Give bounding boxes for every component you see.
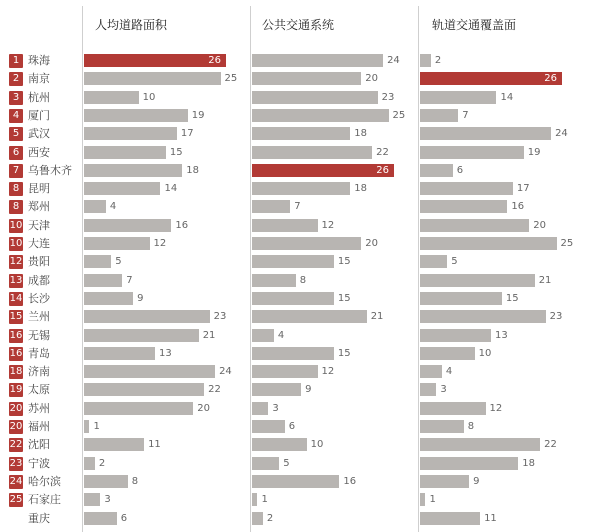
rank-badge: 10 [9,219,23,231]
city-label: 重庆 [28,511,50,525]
value-label: 19 [527,146,541,158]
bar-road-area [84,475,128,488]
rank-badge: 5 [9,127,23,141]
value-label: 8 [299,274,307,286]
city-label: 无锡 [28,328,50,342]
value-label: 24 [555,128,568,140]
bar-road-area [84,292,133,305]
value-label: 20 [365,238,378,249]
bar-rail-coverage [420,292,502,305]
bar-rail-coverage [420,164,453,177]
value-label: 25 [224,73,238,85]
value-label: 13 [495,329,508,341]
rank-badge: 8 [9,200,23,214]
bar-road-area [84,438,144,451]
value-label: 3 [272,402,279,414]
value-label: 21 [202,329,216,341]
value-label: 18 [354,183,368,195]
bar-public-transit [252,475,339,488]
value-label: 18 [354,128,368,140]
rank-badge: 22 [9,439,23,451]
value-label: 12 [321,219,335,231]
value-label: 10 [310,439,324,451]
value-label: 18 [186,164,200,176]
value-label: 10 [142,91,156,103]
value-label: 15 [505,292,519,304]
bar-rail-coverage [420,475,469,488]
bar-public-transit [252,255,334,268]
bar-rail-coverage [420,329,491,342]
bar-road-area [84,329,199,342]
value-label: 26 [544,73,557,85]
value-label: 1 [93,421,100,432]
bar-public-transit [252,72,361,85]
bar-rail-coverage [420,237,557,250]
value-label: 23 [381,91,395,103]
bar-rail-coverage [420,512,480,525]
value-label: 7 [462,109,469,121]
value-label: 16 [511,201,525,213]
value-label: 24 [219,366,232,378]
bar-public-transit [252,310,367,323]
bar-rail-coverage [420,457,518,470]
rank-badge: 3 [9,91,23,105]
rank-badge: 8 [9,182,23,196]
city-label: 珠海 [28,54,50,67]
rank-badge: 16 [9,347,23,359]
value-label: 10 [478,347,492,359]
bar-public-transit [252,402,268,415]
value-label: 17 [516,183,530,195]
bar-public-transit [252,200,290,213]
bar-road-area [84,310,210,323]
value-label: 25 [560,238,574,249]
bar-public-transit [252,383,301,396]
value-label: 16 [343,475,357,487]
value-label: 9 [473,475,480,487]
value-label: 16 [175,219,189,231]
rank-badge: 23 [9,457,23,469]
city-label: 长沙 [28,291,50,305]
value-label: 14 [500,91,514,103]
value-label: 20 [533,219,546,231]
bar-public-transit [252,512,263,525]
value-label: 18 [522,457,536,469]
value-label: 4 [445,366,453,378]
bar-public-transit [252,329,274,342]
bar-road-area [84,219,171,232]
bar-rail-coverage [420,146,524,159]
value-label: 14 [164,183,178,195]
city-label: 武汉 [28,127,50,141]
bar-public-transit [252,182,350,195]
bar-road-area [84,182,160,195]
column-header-rail-coverage: 轨道交通覆盖面 [432,18,517,32]
value-label: 17 [180,128,194,140]
bar-road-area [84,72,221,85]
bar-rail-coverage [420,365,442,378]
bar-public-transit [252,420,285,433]
value-label: 12 [489,402,503,414]
rank-badge: 20 [9,421,23,432]
city-label: 贵阳 [28,255,50,269]
value-label: 3 [104,494,111,506]
city-label: 济南 [28,365,50,379]
value-label: 2 [98,457,106,469]
bar-rail-coverage [420,182,513,195]
value-label: 21 [370,311,384,323]
city-label: 西安 [28,145,50,159]
bar-public-transit [252,438,307,451]
city-label: 太原 [28,383,50,397]
rank-badge: 2 [9,72,23,86]
bar-rail-coverage [420,310,546,323]
bar-public-transit [252,237,361,250]
bar-road-area [84,493,100,506]
rank-badge: 18 [9,366,23,378]
bar-public-transit [252,109,389,122]
value-label: 8 [467,421,475,432]
value-label: 15 [169,146,183,158]
value-label: 15 [337,292,351,304]
bar-rail-coverage [420,255,447,268]
value-label: 25 [392,109,406,121]
rank-badge: 25 [9,494,23,506]
bar-public-transit [252,457,279,470]
bar-rail-coverage [420,274,535,287]
rank-badge: 4 [9,109,23,123]
rank-badge: 19 [9,384,23,396]
bar-road-area [84,91,139,104]
column-divider [82,6,83,532]
bar-road-area [84,109,188,122]
rank-badge: 15 [9,311,23,323]
city-label: 福州 [28,420,50,433]
value-label: 2 [266,512,274,524]
bar-road-area [84,383,204,396]
column-header-public-transit: 公共交通系统 [262,18,335,32]
value-label: 22 [208,384,221,396]
bar-rail-coverage [420,383,436,396]
rank-badge: 7 [9,164,23,178]
column-header-road-area: 人均道路面积 [95,18,168,32]
value-label: 24 [387,55,400,66]
rank-badge: 13 [9,274,23,286]
bar-rail-coverage [420,493,425,506]
value-label: 9 [137,292,144,304]
value-label: 20 [197,402,210,414]
city-label: 昆明 [28,182,50,196]
value-label: 11 [148,439,161,451]
rank-badge: 6 [9,146,23,160]
bar-rail-coverage [420,109,458,122]
city-label: 南京 [28,72,50,86]
bar-public-transit [252,365,318,378]
bar-rail-coverage [420,402,486,415]
value-label: 7 [126,274,133,286]
bar-road-area [84,512,117,525]
value-label: 4 [109,201,117,213]
value-label: 6 [456,164,464,176]
bar-rail-coverage [420,420,464,433]
value-label: 20 [365,73,378,85]
city-label: 杭州 [28,90,50,104]
value-label: 9 [305,384,312,396]
bar-road-area [84,365,215,378]
value-label: 11 [484,512,497,524]
city-label: 宁波 [28,456,50,470]
bar-public-transit [252,54,383,67]
value-label: 7 [294,201,301,213]
city-label: 天津 [28,218,50,232]
value-label: 3 [440,384,447,396]
bar-road-area [84,237,150,250]
bar-rail-coverage [420,438,540,451]
bar-road-area [84,146,166,159]
city-label: 成都 [28,273,50,287]
bar-road-area [84,347,155,360]
bar-public-transit [252,292,334,305]
value-label: 6 [288,421,296,432]
bar-rail-coverage [420,54,431,67]
rank-badge: 1 [9,54,23,68]
value-label: 19 [191,109,205,121]
city-label: 兰州 [28,310,50,324]
value-label: 22 [544,439,557,451]
rank-badge: 14 [9,292,23,304]
city-label: 沈阳 [28,438,50,452]
bar-rail-coverage [420,347,475,360]
bar-road-area [84,274,122,287]
bar-road-area [84,457,95,470]
bar-road-area [84,127,177,140]
value-label: 22 [376,146,389,158]
city-label: 石家庄 [28,493,61,507]
bar-public-transit [252,146,372,159]
bar-road-area [84,255,111,268]
value-label: 1 [429,494,436,506]
value-label: 1 [261,494,268,506]
value-label: 26 [208,55,221,66]
value-label: 15 [337,256,351,268]
column-divider [250,6,251,532]
value-label: 12 [321,366,335,378]
value-label: 23 [213,311,227,323]
city-label: 哈尔滨 [28,474,61,488]
rank-badge: 24 [9,475,23,487]
city-label: 乌鲁木齐 [28,163,72,177]
value-label: 26 [376,164,389,176]
value-label: 15 [337,347,351,359]
rank-badge: 12 [9,256,23,268]
rank-badge: 10 [9,238,23,249]
value-label: 2 [434,55,442,66]
value-label: 23 [549,311,563,323]
bar-rail-coverage [420,91,496,104]
value-label: 12 [153,238,167,249]
bar-public-transit [252,91,378,104]
city-label: 苏州 [28,401,50,415]
bar-road-area [84,402,193,415]
value-label: 5 [283,457,290,469]
bar-public-transit [252,274,296,287]
city-label: 大连 [28,237,50,250]
value-label: 13 [159,347,172,359]
bar-rail-coverage [420,200,507,213]
bar-rail-coverage [420,127,551,140]
value-label: 6 [120,512,128,524]
value-label: 5 [115,256,122,268]
city-label: 青岛 [28,346,50,360]
bar-road-area [84,200,106,213]
bar-rail-coverage [420,219,529,232]
city-label: 郑州 [28,200,50,214]
value-label: 8 [131,475,139,487]
value-label: 4 [277,329,285,341]
value-label: 21 [538,274,552,286]
city-label: 厦门 [28,108,50,122]
bar-public-transit [252,347,334,360]
bar-public-transit [252,493,257,506]
column-divider [418,6,419,532]
rank-badge: 16 [9,329,23,341]
rank-badge: 20 [9,402,23,414]
bar-road-area [84,420,89,433]
value-label: 5 [451,256,458,268]
bar-public-transit [252,127,350,140]
bar-road-area [84,164,182,177]
bar-public-transit [252,219,318,232]
